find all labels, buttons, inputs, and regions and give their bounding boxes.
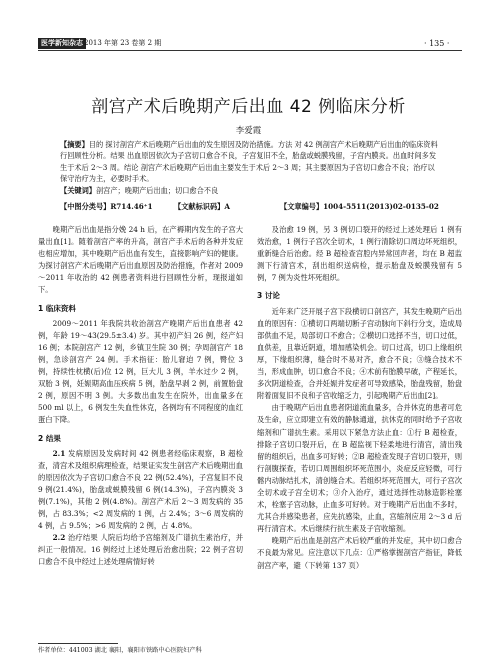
article-number: 【文章编号】1004-5511(2013)02-0135-02 bbox=[280, 202, 439, 211]
abstract-text bbox=[60, 139, 438, 185]
right-column bbox=[257, 224, 462, 572]
section-heading-discussion: 3 讨论 bbox=[257, 291, 280, 301]
results-causes-paragraph bbox=[38, 448, 243, 533]
document-code: 【文献标识码】A bbox=[174, 202, 230, 211]
page-number: · 135 · bbox=[424, 39, 450, 48]
subsection-label: 2.2 bbox=[52, 533, 66, 543]
results-treatment-text: 治疗结果 人院后均给予宫缩剂及广谱抗生素治疗，并纠正一般情况。16 例经过上述处理后治愈出院；22 例子宫切口愈合不良中经过上述处理病情好转 bbox=[38, 533, 243, 567]
intro-paragraph: 晚期产后出血是指分娩 24 h 后，在产褥期内发生的子宫大量出血[1]。随着剖宫产率的升高，剖宫产手术后的各种并发症也相应增加，其中晚期产后出血有发生，直接影响产妇的健康。为探讨剖宫产术后晚期产后出血原因及防治措施，作者对 2009～2011 年收治的 42 例患者资料进行回顾性分析，现报道如下。 bbox=[38, 225, 243, 295]
left-column bbox=[38, 224, 243, 569]
abstract-body: 目的 探讨剖宫产术后晚期产后出血的发生原因及防治措施。方法 对 42 例剖宫产术后晚期产后出血的临床资料行回顾性分析。结果 出血原因依次为子宫切口愈合不良，子宫复旧不全，胎盘或蜕膜残留，子宫内膜炎。出血时间多发生于术后 2～3 周。结论 剖宫产术后晚期产后出血主要发生于术后 2～3 周；其主要原因为子宫切口愈合不良；治疗以保守治疗为主，必要时手术。 bbox=[60, 140, 438, 184]
abstract bbox=[60, 139, 438, 196]
clc-number: 【中图分类号】R714.46⁺1 bbox=[60, 202, 153, 211]
journal-name: 医学新知杂志 bbox=[38, 38, 86, 49]
footnote-rule bbox=[38, 643, 118, 644]
results-causes-text: 发病原因及发病时间 42 例患者经临床观察，B 超检查，清宫术及组织病理检查，结果证实发生剖宫产术后晚期出血的原因依次为子宫切口愈合不良 22 例(52.4%)，子宫复旧不良 9 例(21.4%)，胎盘或蜕膜残留 6 例(14.3%)，子宫内膜炎 3 例(7.1%)，其他 2 例(4.8%)。剖宫产术后 2～3 周发病的 35 例，占 83.3%；<2 周发病的 1 例，占 2.4%；3～6 周发病的 4 例，占 9.5%；>6 周发病的 2 例，占 4.8%。 bbox=[38, 448, 243, 531]
section-heading-results: 2 结果 bbox=[38, 433, 61, 443]
discussion-management-paragraph: 由于晚期产后出血患者阴道流血量多，合并休克的患者可危及生命，应立即建立有效的静脉通道，抗休克的同时给予子宫收缩剂和广谱抗生素。采用以下紧急方法止血：①行 B 超检查，排除子宫切口裂开后，在 B 超监视下轻柔地进行清宫，清出残留的组织后，出血多可好转；②B 超检查发现子宫切口裂开，则行剖腹探查，若切口周围组织坏死范围小，炎症反应轻微，可行髂内动脉结扎术，清创缝合术。若组织坏死范围大，可行子宫次全切术或子宫全切术；③介入治疗，通过选择性动脉造影栓塞术，栓塞子宫动脉，止血多可好转。对于晚期产后出血不多时，尤其合并感染患者，应先抗感染，止血，宫缩剂应用 2～3 d 后再行清宫术。术后继续行抗生素及子宫收缩剂。 bbox=[257, 403, 462, 534]
keywords-label: 【关键词】 bbox=[60, 185, 96, 195]
discussion-prevention-paragraph: 晚期产后出血是剖宫产术后较严重的并发症，其中切口愈合不良最为常见。应注意以下几点：①严格掌握剖宫产指征，降低剖宫产率，避（下转第 137 页） bbox=[257, 536, 462, 570]
keywords bbox=[60, 185, 438, 196]
subsection-label: 2.1 bbox=[52, 448, 66, 458]
treatment-continued-paragraph: 及治愈 19 例，另 3 例切口裂开的经过上述处理后 1 例有效治愈，1 例行子宫次全切术，1 例行清除切口周边坏死组织，重新缝合后治愈。经 B 超检查宫腔内异常回声者，均在 B 超监测下行清宫术，刮出组织送病检，提示胎盘及蜕膜残留有 5 例，7 例为炎性坏死组织。 bbox=[257, 225, 462, 283]
author-affiliation: 作者单位：441003 湖北 襄阳，襄阳市铁路中心医院妇产科 bbox=[38, 647, 202, 654]
issue-info: 2013 年第 23 卷第 2 期 bbox=[84, 39, 162, 47]
header-rule bbox=[38, 50, 462, 51]
section-heading-clinical-data: 1 临床资料 bbox=[38, 303, 76, 313]
clinical-data-paragraph: 2009～2011 年我院共收治剖宫产晚期产后出血患者 42 例，年龄 19～43(29.5±3.4) 岁。其中初产妇 26 例，经产妇 16 例；本院剖宫产 12 例，乡镇卫生院 30 例；孕周剖宫产 18 例，急诊剖宫产 24 例。手术指征：胎儿窘迫 7 例，臀位 3 例，持续性枕横(后)位 12 例，巨大儿 3 例，羊水过少 2 例，双胎 3 例，妊娠期高血压疾病 5 例，胎盘早剥 2 例，前置胎盘 2 例，原因不明 3 例。大多数出血发生在院外，出血量多在 500 ml 以上，6 例发生失血性休克，各例均有不同程度的血红蛋白下降。 bbox=[38, 318, 243, 425]
results-treatment-paragraph bbox=[38, 532, 243, 568]
abstract-label: 【摘要】 bbox=[60, 140, 89, 149]
author: 李爱霞 bbox=[235, 126, 262, 136]
keywords-body: 剖宫产；晚期产后出血；切口愈合不良 bbox=[95, 185, 219, 195]
discussion-causes-paragraph: 近年来广泛开展子宫下段横切口剖宫产，其发生晚期产后出血的原因有：①横切口两端切断子宫动脉向下斜行分支，造成局部供血不足，局部切口不愈合；②横切口选择不当，切口过低，血供差，且靠近阴道，增加感染机会。切口过高，切口上缘组织厚，下缘组织薄，缝合时不易对齐，愈合不良；③缝合技术不当，形成血肿，切口愈合不良；④术前有胎膜早破，产程延长，多次阴道检查，合并妊娠并发症者可导致感染，胎盘残留，胎盘附着面复旧不良和子宫收缩乏力，引起晚期产后出血[2]。 bbox=[257, 306, 462, 401]
article-title: 剖宫产术后晚期产后出血 42 例临床分析 bbox=[91, 97, 406, 117]
page-header bbox=[0, 0, 497, 52]
